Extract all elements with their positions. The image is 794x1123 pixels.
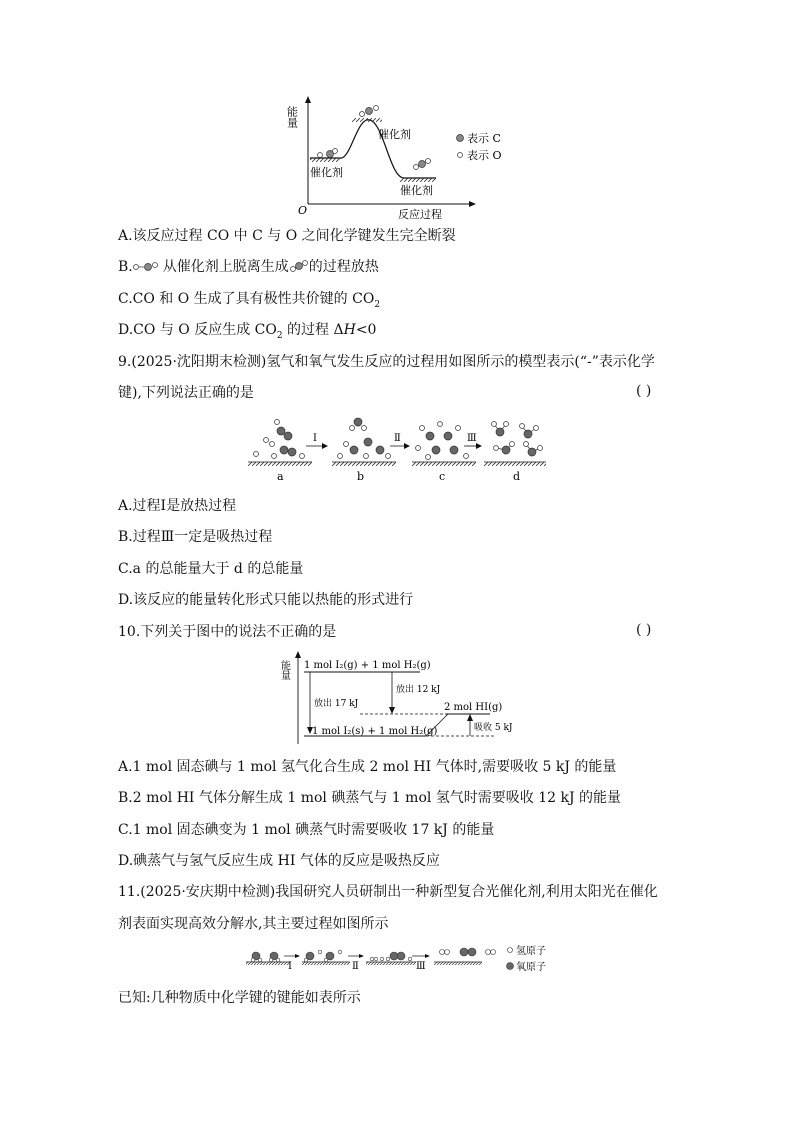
q10-stem: 10.下列关于图中的说法不正确的是: [118, 624, 337, 640]
catalyst-label-left: 催化剂: [310, 166, 343, 179]
q10-release-12: 放出 12 kJ: [396, 685, 441, 695]
q11-stem-line3: 已知:几种物质中化学键的键能如表所示: [118, 990, 361, 1006]
q11-stem-line2: 剂表面实现高效分解水,其主要过程如图所示: [118, 916, 389, 932]
q8-option-d-sub: 2: [276, 330, 283, 341]
q10-hi-level: 2 mol HI(g): [444, 702, 503, 713]
q8-option-c-text: C.CO 和 O 生成了具有极性共价键的 CO: [118, 291, 375, 307]
q10-energy-figure: [280, 650, 520, 746]
molecule-left: [318, 149, 338, 158]
q9-option-c: C.a 的总能量大于 d 的总能量: [118, 561, 304, 577]
q8-option-b-mid: 从催化剂上脱离生成: [162, 259, 289, 275]
q10-answer-blank: ( ): [636, 622, 652, 638]
x-axis-label: 反应过程: [398, 208, 442, 221]
q9-step-2: Ⅱ: [394, 433, 401, 444]
legend-oxygen-text: 氧原子: [516, 962, 546, 973]
panel-b-molecules: [338, 418, 391, 459]
q10-y-axis-label: 能量: [278, 660, 290, 680]
q10-option-c: C.1 mol 固态碘变为 1 mol 碘蒸气时需要吸收 17 kJ 的能量: [118, 822, 495, 838]
q10-top-level: 1 mol I₂(g) + 1 mol H₂(g): [304, 660, 431, 671]
q8-option-c-sub: 2: [374, 299, 381, 310]
q11-process-figure: [244, 942, 554, 976]
q10-absorb-5: 吸收 5 kJ: [474, 723, 513, 733]
q9-option-d: D.该反应的能量转化形式只能以热能的形式进行: [118, 592, 414, 608]
q8-option-c: [118, 289, 380, 315]
co-adsorbed-icon: [133, 259, 163, 273]
q11-step-1: Ⅰ: [288, 961, 292, 972]
q9-step-3: Ⅲ: [467, 433, 477, 444]
q9-stem-line1: 9.(2025·沈阳期末检测)氢气和氧气发生反应的过程用如图所示的模型表示(“-”表示化学: [118, 354, 655, 370]
q9-label-c: c: [439, 470, 446, 483]
co2-icon: [289, 259, 309, 273]
q9-step-1: Ⅰ: [313, 433, 317, 444]
q8-option-d: [118, 320, 376, 346]
q8-option-d-h: H: [343, 322, 356, 338]
q8-option-a: A.该反应过程 CO 中 C 与 O 之间化学键发生完全断裂: [118, 228, 456, 244]
legend-hydrogen-text: 氢原子: [516, 946, 546, 957]
y-axis-label: 能量: [285, 106, 299, 128]
panel-a-molecules: [254, 420, 305, 459]
q10-bottom-level: 1 mol I₂(s) + 1 mol H₂(g): [312, 726, 438, 737]
q8-option-b-prefix: B.: [118, 259, 133, 275]
q9-label-b: b: [357, 470, 365, 483]
q8-energy-figure: [280, 94, 520, 222]
legend-c-icon: [457, 135, 464, 142]
panel-c-atoms: [416, 422, 469, 460]
q8-option-b: [118, 257, 379, 277]
legend-oxygen-icon: [507, 963, 514, 970]
q11-step-2: Ⅱ: [352, 961, 359, 972]
q9-option-a: A.过程Ⅰ是放热过程: [118, 498, 237, 514]
q10-release-17: 放出 17 kJ: [314, 699, 359, 709]
legend-hydrogen-icon: [508, 948, 513, 953]
q11-stem-line1: 11.(2025·安庆期中检测)我国研究人员研制出一种新型复合光催化剂,利用太阳光在催化: [118, 884, 658, 900]
legend-c-text: 表示 C: [467, 132, 501, 145]
q8-option-d-mid: 的过程 Δ: [282, 322, 344, 338]
q8-option-b-suffix: 的过程放热: [308, 259, 379, 275]
molecule-top: [360, 106, 379, 117]
q10-option-a: A.1 mol 固态碘与 1 mol 氢气化合生成 2 mol HI 气体时,需要吸收 5 kJ 的能量: [118, 759, 617, 775]
q10-option-b: B.2 mol HI 气体分解生成 1 mol 碘蒸气与 1 mol 氢气时需要吸收 12 kJ 的能量: [118, 790, 622, 806]
q9-model-figure: [244, 410, 548, 486]
molecule-right: [414, 159, 431, 170]
catalyst-label-right: 催化剂: [400, 184, 433, 197]
q9-stem-line2: 键),下列说法正确的是: [118, 385, 254, 401]
panel-d-molecules: [492, 422, 543, 457]
q8-option-d-end: <0: [355, 322, 377, 338]
q9-answer-blank: ( ): [636, 383, 652, 399]
q11-step-3: Ⅲ: [416, 961, 426, 972]
q8-option-d-pre: D.CO 与 O 反应生成 CO: [118, 322, 277, 338]
catalyst-label-mid: 催化剂: [378, 128, 411, 141]
legend-o-text: 表示 O: [467, 149, 502, 162]
origin-label: O: [298, 204, 308, 217]
q9-label-d: d: [513, 470, 521, 483]
q10-option-d: D.碘蒸气与氢气反应生成 HI 气体的反应是吸热反应: [118, 853, 440, 869]
q9-label-a: a: [277, 470, 284, 483]
legend-o-icon: [458, 153, 463, 158]
q9-option-b: B.过程Ⅲ一定是吸热过程: [118, 529, 273, 545]
